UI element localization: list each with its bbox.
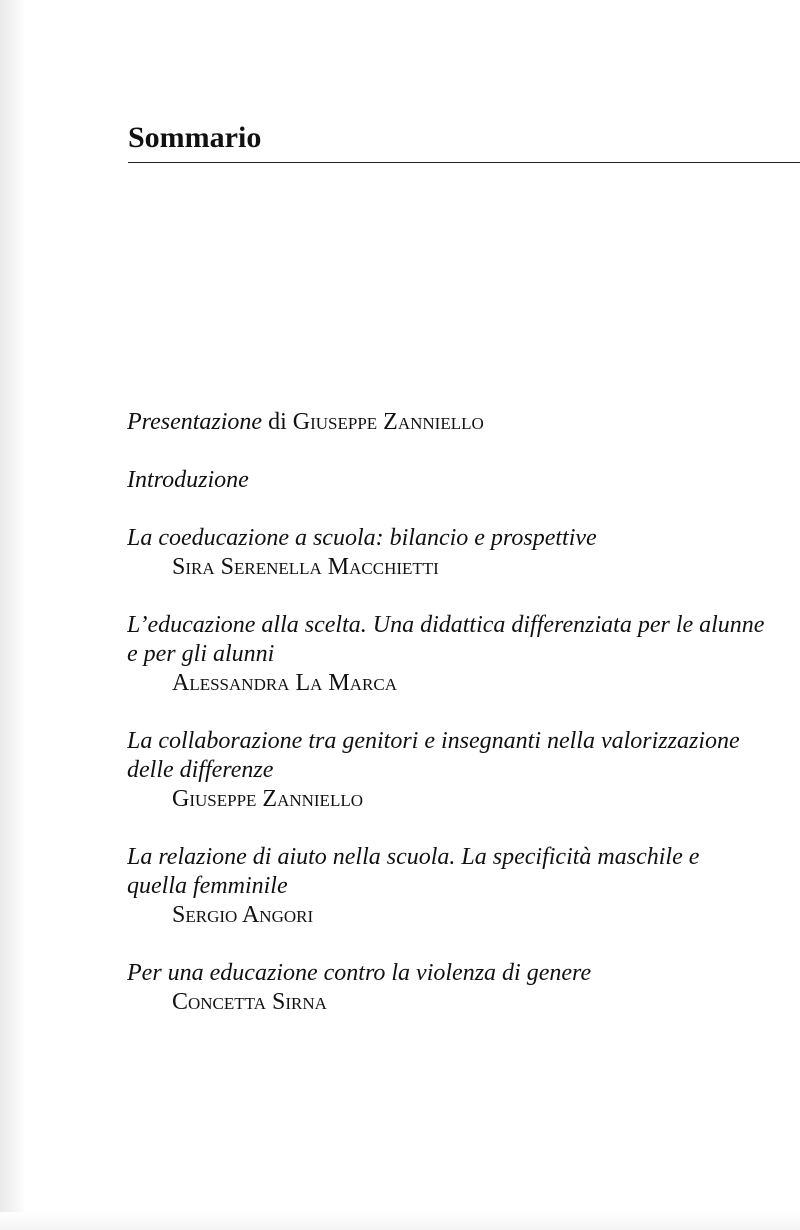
page-bottom-edge bbox=[0, 1212, 800, 1230]
toc-entry-violenza-genere bbox=[127, 959, 800, 1017]
toc-entry-title-line-1: La relazione di aiuto nella scuola. La specificità maschile e bbox=[127, 844, 700, 870]
toc-entry-title-line-1: La collaborazione tra genitori e insegnanti nella valorizzazione bbox=[127, 728, 740, 754]
toc-entry-author: Alessandra La Marca bbox=[172, 670, 397, 696]
toc-entry-title bbox=[127, 408, 800, 437]
page-binding-shadow bbox=[0, 0, 26, 1230]
toc-entry-title: Introduzione bbox=[127, 467, 249, 493]
toc-entry-title-line-2: e per gli alunni bbox=[127, 641, 275, 667]
toc-entry-author: Giuseppe Zanniello bbox=[172, 786, 363, 812]
toc-entry-title-text: Presentazione bbox=[127, 409, 263, 435]
toc-entry-author: Concetta Sirna bbox=[172, 989, 327, 1015]
toc-entry-author-inline: Giuseppe Zanniello bbox=[292, 409, 484, 435]
table-of-contents bbox=[127, 408, 800, 1046]
toc-entry-joiner: di bbox=[268, 409, 287, 435]
toc-entry-relazione-aiuto bbox=[127, 843, 800, 930]
toc-entry-title: Per una educazione contro la violenza di genere bbox=[127, 960, 592, 986]
toc-entry-author: Sira Serenella Macchietti bbox=[172, 554, 439, 580]
toc-entry-author: Sergio Angori bbox=[172, 902, 314, 928]
title-rule bbox=[128, 162, 800, 163]
toc-entry-title-line-1: L’educazione alla scelta. Una didattica differenziata per le alunne bbox=[127, 612, 765, 638]
page-title: Sommario bbox=[128, 121, 262, 154]
toc-entry-title: La coeducazione a scuola: bilancio e prospettive bbox=[127, 525, 597, 551]
toc-entry-coeducazione bbox=[127, 524, 800, 582]
toc-entry-collaborazione bbox=[127, 727, 800, 814]
toc-entry-title-line-2: delle differenze bbox=[127, 757, 274, 783]
toc-entry-presentazione bbox=[127, 408, 800, 437]
toc-entry-educazione-scelta bbox=[127, 611, 800, 698]
toc-entry-title-line-2: quella femminile bbox=[127, 873, 288, 899]
toc-entry-introduzione bbox=[127, 466, 800, 495]
